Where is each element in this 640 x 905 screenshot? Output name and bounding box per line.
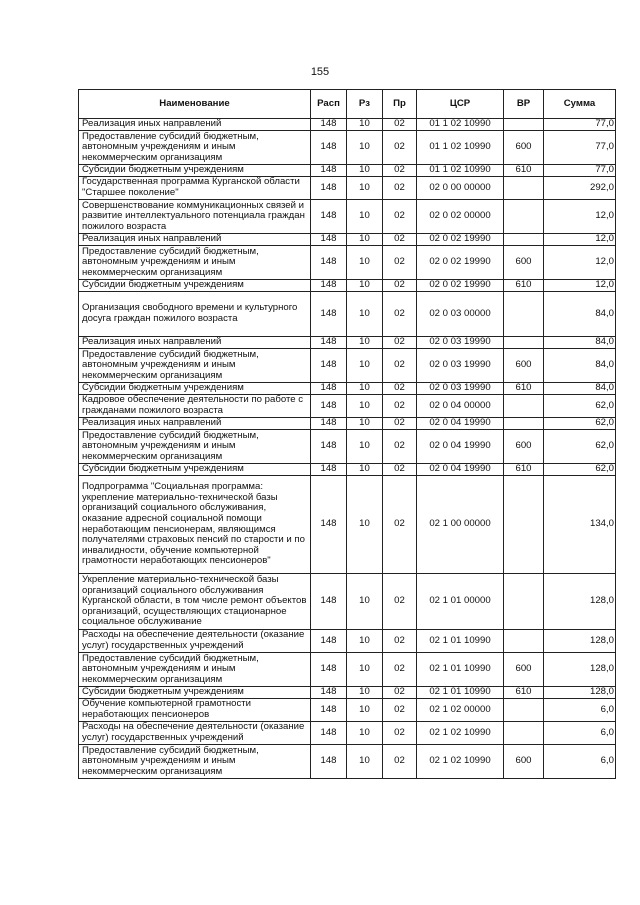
cell-vr: [504, 476, 544, 574]
table-row: [79, 574, 616, 630]
cell-vr: 610: [504, 383, 544, 395]
cell-vr: 610: [504, 165, 544, 177]
table-row: [79, 476, 616, 574]
cell-vr: [504, 630, 544, 653]
table-row: [79, 687, 616, 699]
table-row: [79, 418, 616, 430]
cell-csr: 02 0 02 19990: [417, 234, 504, 246]
cell-csr: 02 1 01 10990: [417, 687, 504, 699]
cell-sum: 12,0: [544, 280, 616, 292]
cell-rz: 10: [347, 337, 383, 349]
cell-rz: 10: [347, 395, 383, 418]
cell-rz: 10: [347, 177, 383, 200]
cell-vr: 600: [504, 131, 544, 165]
cell-pr: 02: [383, 292, 417, 337]
cell-pr: 02: [383, 653, 417, 687]
cell-rz: 10: [347, 280, 383, 292]
cell-rz: 10: [347, 292, 383, 337]
cell-csr: 02 0 03 19990: [417, 349, 504, 383]
cell-csr: 02 0 02 19990: [417, 280, 504, 292]
cell-pr: 02: [383, 464, 417, 476]
table-row: [79, 246, 616, 280]
cell-vr: 610: [504, 687, 544, 699]
table-row: [79, 699, 616, 722]
table-header-row: [79, 90, 616, 119]
cell-sum: 292,0: [544, 177, 616, 200]
cell-rasp: 148: [311, 699, 347, 722]
cell-vr: [504, 119, 544, 131]
cell-vr: 600: [504, 349, 544, 383]
cell-rasp: 148: [311, 383, 347, 395]
cell-csr: 02 1 00 00000: [417, 476, 504, 574]
cell-pr: 02: [383, 234, 417, 246]
cell-rasp: 148: [311, 292, 347, 337]
cell-rasp: 148: [311, 464, 347, 476]
cell-rz: 10: [347, 131, 383, 165]
cell-csr: 02 0 02 00000: [417, 200, 504, 234]
cell-csr: 02 0 04 19990: [417, 418, 504, 430]
cell-name: Реализация иных направлений: [79, 234, 311, 246]
cell-vr: [504, 418, 544, 430]
cell-vr: 600: [504, 653, 544, 687]
cell-sum: 12,0: [544, 234, 616, 246]
cell-rasp: 148: [311, 200, 347, 234]
cell-vr: [504, 699, 544, 722]
cell-name: Укрепление материально-технической базы организаций социального обслуживания Курганской области, в том числе ремонт объектов организаций, осуществляющих стационарное социальное обслуживание: [79, 574, 311, 630]
cell-pr: 02: [383, 699, 417, 722]
cell-name: Субсидии бюджетным учреждениям: [79, 383, 311, 395]
cell-rz: 10: [347, 699, 383, 722]
cell-csr: 02 1 01 00000: [417, 574, 504, 630]
table-row: [79, 119, 616, 131]
cell-sum: 84,0: [544, 383, 616, 395]
cell-csr: 02 0 04 00000: [417, 395, 504, 418]
cell-rz: 10: [347, 630, 383, 653]
cell-pr: 02: [383, 687, 417, 699]
cell-rasp: 148: [311, 630, 347, 653]
cell-rasp: 148: [311, 653, 347, 687]
cell-pr: 02: [383, 349, 417, 383]
table-row: [79, 234, 616, 246]
cell-vr: 610: [504, 464, 544, 476]
table-row: [79, 165, 616, 177]
cell-rasp: 148: [311, 687, 347, 699]
cell-csr: 01 1 02 10990: [417, 165, 504, 177]
cell-rasp: 148: [311, 476, 347, 574]
cell-csr: 02 0 03 00000: [417, 292, 504, 337]
table-row: [79, 292, 616, 337]
cell-pr: 02: [383, 574, 417, 630]
cell-rz: 10: [347, 574, 383, 630]
cell-rasp: 148: [311, 337, 347, 349]
table-row: [79, 177, 616, 200]
column-header-pr: Пр: [383, 90, 417, 119]
cell-sum: 62,0: [544, 464, 616, 476]
cell-rz: 10: [347, 200, 383, 234]
cell-sum: 6,0: [544, 745, 616, 779]
cell-csr: 02 1 02 10990: [417, 745, 504, 779]
cell-sum: 128,0: [544, 687, 616, 699]
cell-rasp: 148: [311, 722, 347, 745]
table-row: [79, 653, 616, 687]
cell-pr: 02: [383, 119, 417, 131]
table-row: [79, 464, 616, 476]
cell-name: Совершенствование коммуникационных связей и развитие интеллектуального потенциала граждан пожилого возраста: [79, 200, 311, 234]
cell-pr: 02: [383, 165, 417, 177]
cell-pr: 02: [383, 131, 417, 165]
cell-sum: 62,0: [544, 418, 616, 430]
cell-vr: [504, 395, 544, 418]
cell-name: Предоставление субсидий бюджетным, автономным учреждениям и иным некоммерческим организациям: [79, 349, 311, 383]
cell-csr: 02 0 04 19990: [417, 430, 504, 464]
column-header-rasp: Расп: [311, 90, 347, 119]
budget-table: [78, 89, 616, 779]
cell-sum: 6,0: [544, 722, 616, 745]
page-number: 155: [310, 66, 330, 78]
cell-rasp: 148: [311, 349, 347, 383]
cell-name: Предоставление субсидий бюджетным, автономным учреждениям и иным некоммерческим организациям: [79, 653, 311, 687]
cell-rz: 10: [347, 383, 383, 395]
cell-pr: 02: [383, 177, 417, 200]
cell-name: Субсидии бюджетным учреждениям: [79, 464, 311, 476]
cell-csr: 02 0 00 00000: [417, 177, 504, 200]
cell-csr: 02 0 04 19990: [417, 464, 504, 476]
cell-pr: 02: [383, 722, 417, 745]
cell-vr: [504, 722, 544, 745]
table-row: [79, 383, 616, 395]
cell-pr: 02: [383, 383, 417, 395]
cell-name: Реализация иных направлений: [79, 119, 311, 131]
cell-vr: [504, 574, 544, 630]
cell-csr: 02 0 02 19990: [417, 246, 504, 280]
table-row: [79, 200, 616, 234]
cell-vr: 600: [504, 246, 544, 280]
cell-rasp: 148: [311, 418, 347, 430]
cell-csr: 02 0 03 19990: [417, 337, 504, 349]
table-row: [79, 430, 616, 464]
cell-rz: 10: [347, 745, 383, 779]
cell-sum: 84,0: [544, 337, 616, 349]
cell-rz: 10: [347, 349, 383, 383]
cell-csr: 02 1 01 10990: [417, 653, 504, 687]
cell-sum: 128,0: [544, 630, 616, 653]
cell-pr: 02: [383, 280, 417, 292]
cell-sum: 77,0: [544, 119, 616, 131]
table-row: [79, 722, 616, 745]
cell-sum: 128,0: [544, 653, 616, 687]
cell-name: Подпрограмма "Социальная программа: укрепление материально-технической базы организаций социального обслуживания, оказание адресной социальной помощи неработающим пенсионерам, являющимся получателями страховых пенсий по старости и по инвалидности, обучение компьютерной грамотности неработающих пенсионеров": [79, 476, 311, 574]
table-row: [79, 395, 616, 418]
cell-rasp: 148: [311, 234, 347, 246]
cell-csr: 01 1 02 10990: [417, 119, 504, 131]
cell-name: Реализация иных направлений: [79, 418, 311, 430]
cell-rz: 10: [347, 687, 383, 699]
cell-sum: 12,0: [544, 246, 616, 280]
cell-name: Государственная программа Курганской области "Старшее поколение": [79, 177, 311, 200]
column-header-name: Наименование: [79, 90, 311, 119]
cell-name: Предоставление субсидий бюджетным, автономным учреждениям и иным некоммерческим организациям: [79, 430, 311, 464]
cell-csr: 01 1 02 10990: [417, 131, 504, 165]
column-header-rz: Рз: [347, 90, 383, 119]
cell-name: Расходы на обеспечение деятельности (оказание услуг) государственных учреждений: [79, 630, 311, 653]
cell-rz: 10: [347, 418, 383, 430]
cell-name: Предоставление субсидий бюджетным, автономным учреждениям и иным некоммерческим организациям: [79, 745, 311, 779]
cell-pr: 02: [383, 200, 417, 234]
cell-vr: 600: [504, 745, 544, 779]
table-row: [79, 280, 616, 292]
cell-rz: 10: [347, 653, 383, 687]
cell-rz: 10: [347, 430, 383, 464]
cell-rasp: 148: [311, 395, 347, 418]
table-row: [79, 349, 616, 383]
cell-rz: 10: [347, 722, 383, 745]
cell-sum: 77,0: [544, 131, 616, 165]
cell-csr: 02 0 03 19990: [417, 383, 504, 395]
cell-name: Кадровое обеспечение деятельности по работе с гражданами пожилого возраста: [79, 395, 311, 418]
table-row: [79, 745, 616, 779]
cell-vr: [504, 337, 544, 349]
cell-sum: 12,0: [544, 200, 616, 234]
cell-sum: 77,0: [544, 165, 616, 177]
column-header-vr: ВР: [504, 90, 544, 119]
cell-sum: 128,0: [544, 574, 616, 630]
cell-rasp: 148: [311, 177, 347, 200]
cell-rz: 10: [347, 165, 383, 177]
cell-name: Субсидии бюджетным учреждениям: [79, 165, 311, 177]
column-header-csr: ЦСР: [417, 90, 504, 119]
cell-pr: 02: [383, 395, 417, 418]
cell-vr: 600: [504, 430, 544, 464]
cell-sum: 62,0: [544, 395, 616, 418]
cell-rasp: 148: [311, 119, 347, 131]
cell-rz: 10: [347, 476, 383, 574]
cell-csr: 02 1 02 10990: [417, 722, 504, 745]
table-body: [79, 119, 616, 779]
cell-rasp: 148: [311, 745, 347, 779]
cell-sum: 6,0: [544, 699, 616, 722]
column-header-sum: Сумма: [544, 90, 616, 119]
cell-pr: 02: [383, 430, 417, 464]
cell-name: Предоставление субсидий бюджетным, автономным учреждениям и иным некоммерческим организациям: [79, 246, 311, 280]
cell-rz: 10: [347, 246, 383, 280]
cell-pr: 02: [383, 476, 417, 574]
table-row: [79, 630, 616, 653]
cell-vr: [504, 177, 544, 200]
cell-name: Реализация иных направлений: [79, 337, 311, 349]
cell-rz: 10: [347, 234, 383, 246]
cell-name: Субсидии бюджетным учреждениям: [79, 687, 311, 699]
cell-sum: 134,0: [544, 476, 616, 574]
cell-pr: 02: [383, 246, 417, 280]
cell-rz: 10: [347, 119, 383, 131]
cell-rz: 10: [347, 464, 383, 476]
cell-name: Субсидии бюджетным учреждениям: [79, 280, 311, 292]
cell-vr: [504, 292, 544, 337]
cell-name: Предоставление субсидий бюджетным, автономным учреждениям и иным некоммерческим организациям: [79, 131, 311, 165]
cell-vr: [504, 234, 544, 246]
cell-rasp: 148: [311, 430, 347, 464]
cell-rasp: 148: [311, 280, 347, 292]
cell-pr: 02: [383, 418, 417, 430]
table-row: [79, 337, 616, 349]
cell-name: Организация свободного времени и культурного досуга граждан пожилого возраста: [79, 292, 311, 337]
cell-rasp: 148: [311, 165, 347, 177]
cell-sum: 84,0: [544, 292, 616, 337]
cell-vr: 610: [504, 280, 544, 292]
cell-pr: 02: [383, 337, 417, 349]
cell-sum: 84,0: [544, 349, 616, 383]
table-row: [79, 131, 616, 165]
cell-name: Обучение компьютерной грамотности неработающих пенсионеров: [79, 699, 311, 722]
cell-rasp: 148: [311, 246, 347, 280]
cell-csr: 02 1 02 00000: [417, 699, 504, 722]
cell-vr: [504, 200, 544, 234]
cell-pr: 02: [383, 630, 417, 653]
cell-csr: 02 1 01 10990: [417, 630, 504, 653]
cell-sum: 62,0: [544, 430, 616, 464]
cell-name: Расходы на обеспечение деятельности (оказание услуг) государственных учреждений: [79, 722, 311, 745]
cell-rasp: 148: [311, 574, 347, 630]
cell-rasp: 148: [311, 131, 347, 165]
cell-pr: 02: [383, 745, 417, 779]
